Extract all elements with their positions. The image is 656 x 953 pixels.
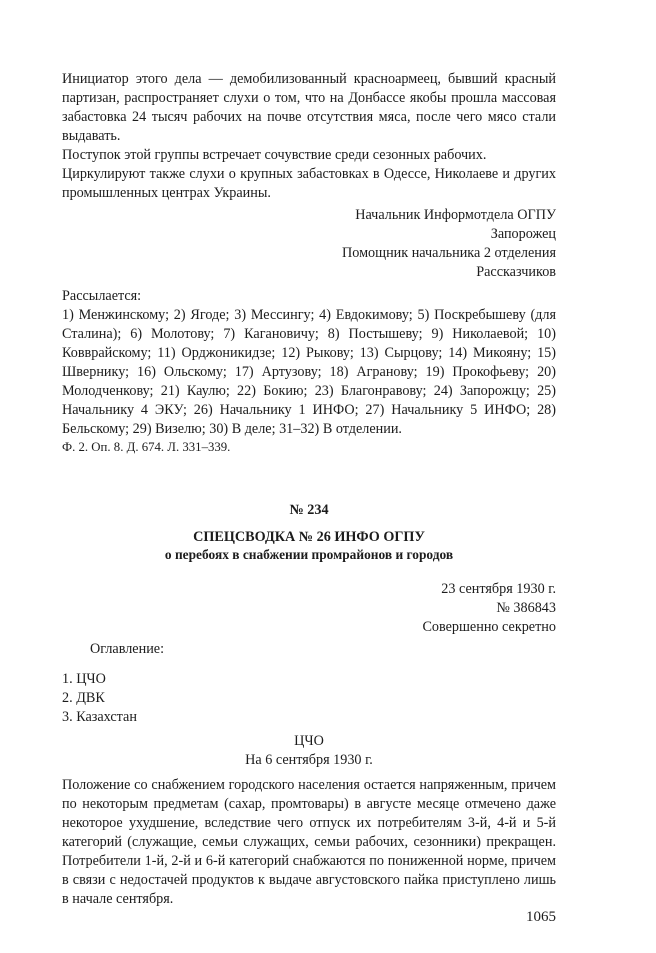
signature-assistant-name: Рассказчиков [476, 264, 556, 280]
section-header [62, 732, 556, 770]
distribution-list: 1) Менжинскому; 2) Ягоде; 3) Мессингу; 4) Евдокимову; 5) Поскребышеву (для Сталина); 6) Молотову; 7) Кагановичу; 8) Постышеву; 9) Николаевой; 10) Ковврайскому; 11) Орджоникидзе; 12) Рыкову; 13) Сырцову; 14) Микояну; 15) Швернику; 16) Ольскому; 17) Артузову; 18) Агранову; 19) Прокофьеву; 20) Молодченкову; 21) Каулю; 22) Бокию; 23) Благонравову; 24) Запорожцу; 25) Начальнику 4 ЭКУ; 26) Начальнику 1 ИНФО; 27) Начальнику 5 ИНФО; 28) Бельскому; 29) Визелю; 30) В деле; 31–32) В отделении. [62, 307, 556, 437]
distribution-block [62, 287, 556, 439]
contents-item-3: 3. Казахстан [62, 709, 137, 725]
distribution-label: Рассылается: [62, 288, 142, 304]
paragraph-top-3: Циркулируют также слухи о крупных забастовках в Одессе, Николаеве и других промышленных центрах Украины. [62, 166, 556, 201]
body-paragraph: Положение со снабжением городского населения остается напряженным, причем по некоторым предметам (сахар, промтовары) в августе месяце отмечено даже некоторое ухудшение, вследствие чего отпуск их потребителям 3-й, 4-й и 5-й категорий (служащие, семьи служащих, семьи рабочих, сезонники) прекращен. Потребители 1-й, 2-й и 6-й категорий снабжаются по пониженной норме, причем в связи с недостачей продуктов к выдаче августовского пайка приступлено лишь в начале сентября. [62, 777, 556, 907]
contents-item-1: 1. ЦЧО [62, 671, 106, 687]
paragraph-top-1: Инициатор этого дела — демобилизованный красноармеец, бывший красный партизан, распространяет слухи о том, что на Донбассе якобы прошла массовая забастовка 24 тысяч рабочих на почве отсутствия мяса, после чего мясо стали выдавать. [62, 71, 556, 144]
document-meta [62, 580, 556, 637]
secrecy-stamp: Совершенно секретно [422, 619, 556, 635]
contents-label: Оглавление: [90, 641, 165, 657]
document-reg-number: № 386843 [496, 600, 556, 616]
signature-block [62, 206, 556, 282]
document-title: СПЕЦСВОДКА № 26 ИНФО ОГПУ [193, 529, 425, 545]
contents-item-2: 2. ДВК [62, 690, 105, 706]
document-number: № 234 [289, 502, 329, 518]
paragraph-top-2: Поступок этой группы встречает сочувствие среди сезонных рабочих. [62, 147, 487, 163]
archive-reference: Ф. 2. Оп. 8. Д. 674. Л. 331–339. [62, 440, 231, 454]
document-subtitle: о перебоях в снабжении промрайонов и городов [164, 547, 454, 562]
main-text [62, 70, 556, 203]
section-date: На 6 сентября 1930 г. [245, 752, 373, 768]
section-heading: ЦЧО [294, 733, 324, 749]
body-text [62, 776, 556, 909]
document-date: 23 сентября 1930 г. [441, 581, 556, 597]
signature-title: Начальник Информотдела ОГПУ [355, 207, 556, 223]
page-number: 1065 [526, 909, 556, 925]
signature-name: Запорожец [490, 226, 556, 242]
contents-block [62, 640, 556, 727]
signature-assistant-title: Помощник начальника 2 отделения [342, 245, 556, 261]
